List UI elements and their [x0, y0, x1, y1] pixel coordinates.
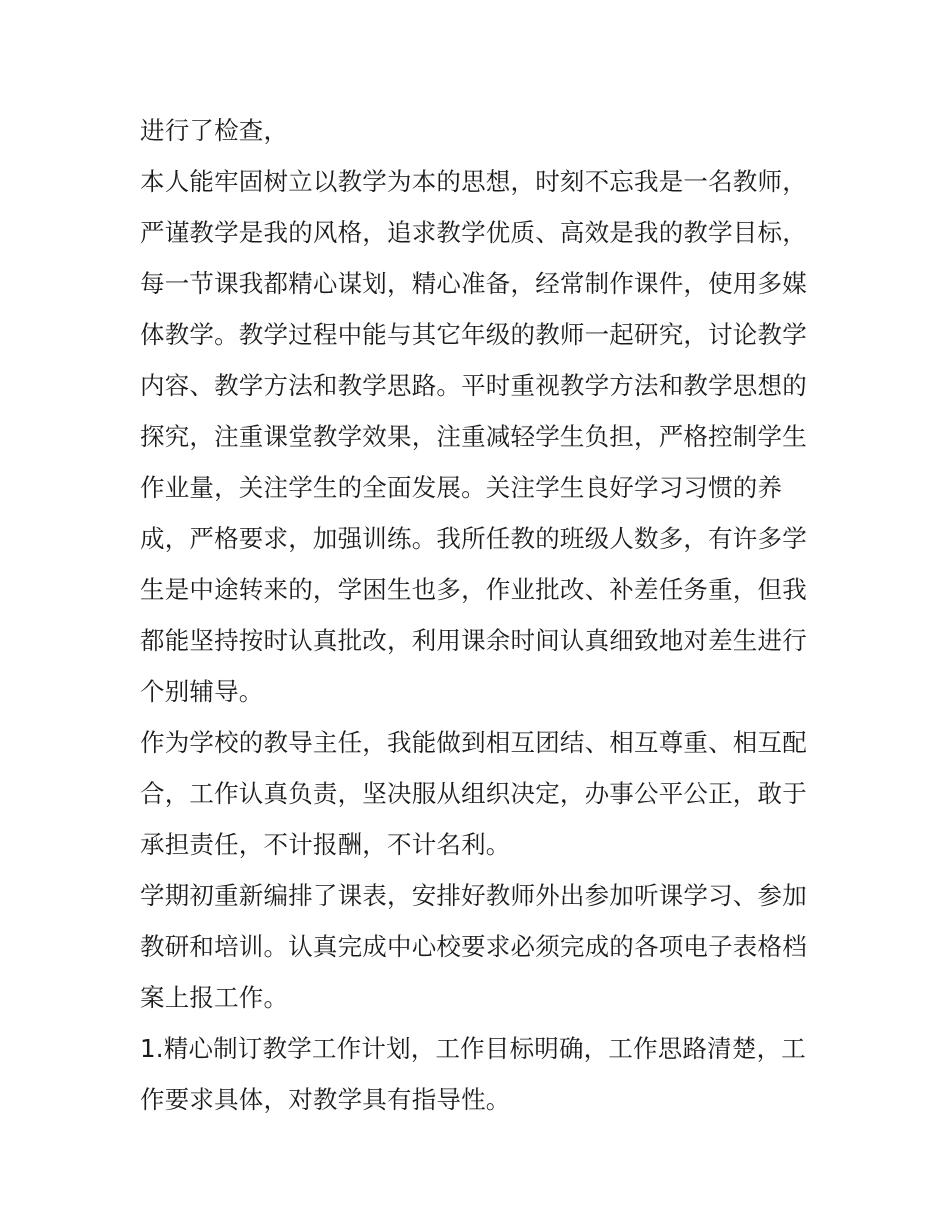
text-line: 进行了检查， [140, 116, 289, 145]
text-line: 教研和培训。认真完成中心校要求必须完成的各项电子表格档 [140, 932, 807, 961]
text-line: 生是中途转来的，学困生也多，作业批改、补差任务重，但我 [140, 575, 807, 604]
text-line: 作要求具体，对教学具有指导性。 [140, 1085, 511, 1114]
paragraph-2 [140, 156, 820, 717]
text-line: 体教学。教学过程中能与其它年级的教师一起研究，讨论教学 [140, 320, 807, 349]
text-line: 合，工作认真负责，坚决服从组织决定，办事公平公正，敢于 [140, 779, 807, 808]
text-line: 1.精心制订教学工作计划，工作目标明确，工作思路清楚，工 [140, 1034, 806, 1063]
text-line: 本人能牢固树立以教学为本的思想，时刻不忘我是一名教师， [140, 167, 807, 196]
paragraph-1 [140, 105, 820, 156]
text-line: 承担责任，不计报酬，不计名利。 [140, 830, 511, 859]
paragraph-4 [140, 870, 820, 1023]
text-line: 内容、教学方法和教学思路。平时重视教学方法和教学思想的 [140, 371, 807, 400]
text-line: 案上报工作。 [140, 983, 289, 1012]
text-line: 严谨教学是我的风格，追求教学优质、高效是我的教学目标， [140, 218, 807, 247]
text-line: 作为学校的教导主任，我能做到相互团结、相互尊重、相互配 [140, 728, 807, 757]
text-line: 都能坚持按时认真批改，利用课余时间认真细致地对差生进行 [140, 626, 807, 655]
text-line: 每一节课我都精心谋划，精心准备，经常制作课件，使用多媒 [140, 269, 807, 298]
text-line: 探究，注重课堂教学效果，注重减轻学生负担，严格控制学生 [140, 422, 807, 451]
paragraph-3 [140, 717, 820, 870]
document-body [140, 105, 820, 1125]
text-line: 作业量，关注学生的全面发展。关注学生良好学习习惯的养 [140, 473, 783, 502]
text-line: 成，严格要求，加强训练。我所任教的班级人数多，有许多学 [140, 524, 807, 553]
text-line: 个别辅导。 [140, 677, 264, 706]
paragraph-5 [140, 1023, 820, 1125]
text-line: 学期初重新编排了课表，安排好教师外出参加听课学习、参加 [140, 881, 807, 910]
